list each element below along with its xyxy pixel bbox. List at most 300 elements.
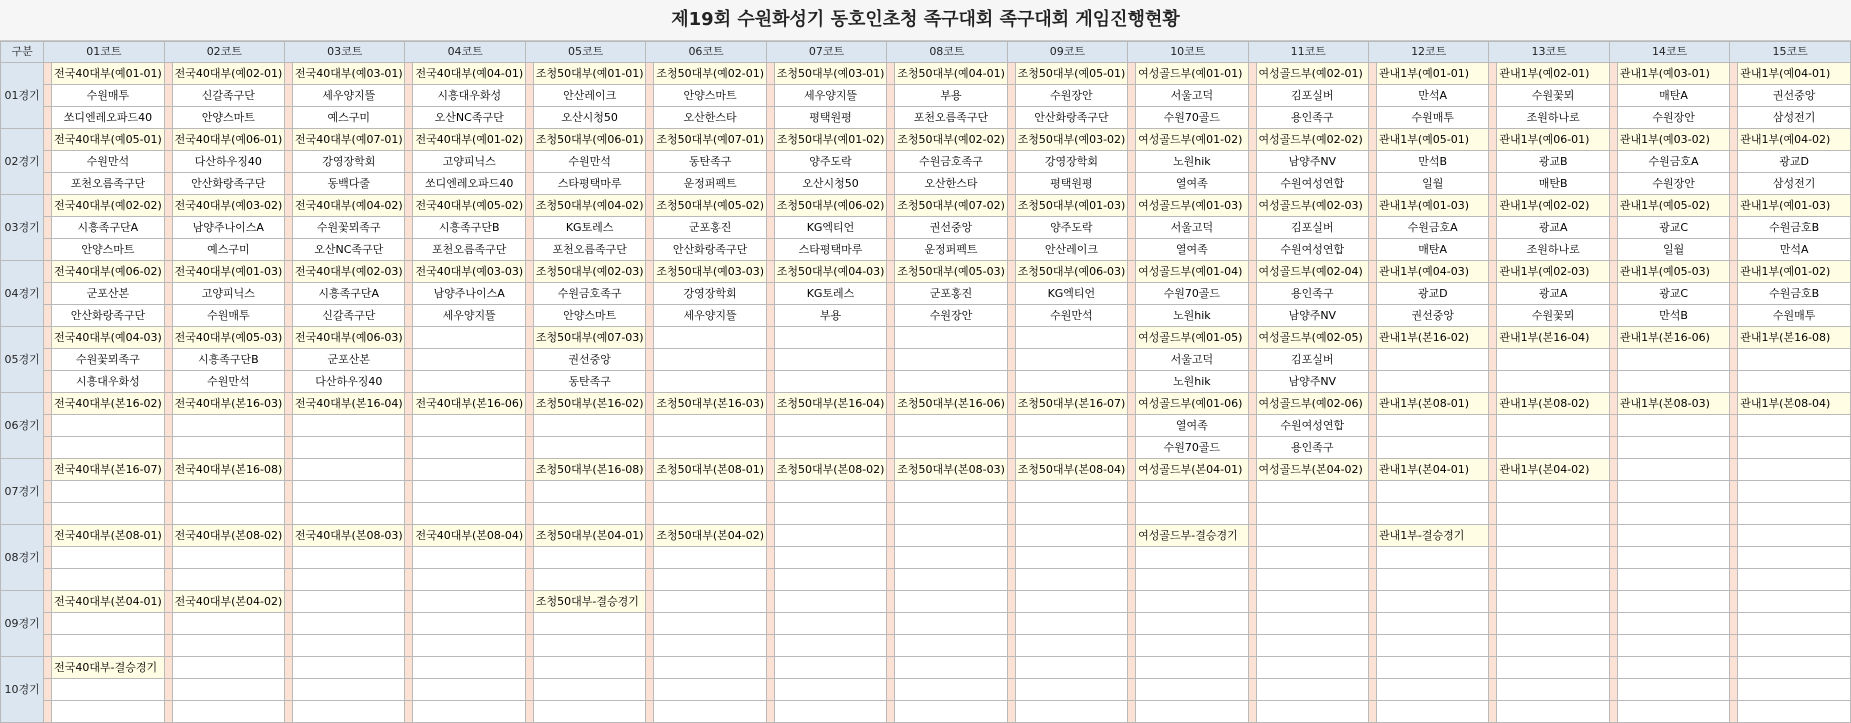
team-name xyxy=(1497,415,1609,437)
court-header: 08코트 xyxy=(887,42,1007,63)
cell-marker xyxy=(766,613,774,635)
cell-marker xyxy=(1489,371,1497,393)
match-label: 조청50대부(본08-04) xyxy=(1015,459,1127,481)
cell-marker xyxy=(525,305,533,327)
team-name xyxy=(413,371,525,393)
match-label: 조청50대부(예04-03) xyxy=(774,261,886,283)
cell-marker xyxy=(164,239,172,261)
team-name xyxy=(1256,569,1368,591)
team-name xyxy=(293,635,405,657)
round-row-team xyxy=(1,481,1851,503)
cell-marker xyxy=(887,459,895,481)
team-name: KG엑티언 xyxy=(1015,283,1127,305)
cell-marker xyxy=(44,657,52,679)
cell-marker xyxy=(766,305,774,327)
match-label xyxy=(654,591,766,613)
match-label: 조청50대부(예07-01) xyxy=(654,129,766,151)
match-label: 조청50대부(예03-02) xyxy=(1015,129,1127,151)
match-label: 관내1부(예05-01) xyxy=(1376,129,1488,151)
team-name xyxy=(1738,415,1851,437)
team-name: 남양주NV xyxy=(1256,151,1368,173)
match-label: 조청50대부(예06-01) xyxy=(533,129,645,151)
court-header: 06코트 xyxy=(646,42,766,63)
match-label xyxy=(1256,591,1368,613)
match-label xyxy=(1617,525,1729,547)
cell-marker xyxy=(1489,195,1497,217)
cell-marker xyxy=(1489,85,1497,107)
team-name xyxy=(533,437,645,459)
cell-marker xyxy=(887,63,895,85)
cell-marker xyxy=(1730,239,1738,261)
cell-marker xyxy=(405,327,413,349)
team-name xyxy=(533,613,645,635)
team-name xyxy=(533,503,645,525)
cell-marker xyxy=(525,107,533,129)
match-label xyxy=(774,591,886,613)
team-name: 수원꽃뫼 xyxy=(1497,305,1609,327)
team-name: 김포실버 xyxy=(1256,217,1368,239)
cell-marker xyxy=(1128,613,1136,635)
team-name xyxy=(293,415,405,437)
cell-marker xyxy=(164,657,172,679)
cell-marker xyxy=(164,151,172,173)
cell-marker xyxy=(887,415,895,437)
court-header-row xyxy=(1,42,1851,63)
cell-marker xyxy=(1007,679,1015,701)
team-name: 안산화랑족구단 xyxy=(52,305,164,327)
cell-marker xyxy=(646,393,654,415)
cell-marker xyxy=(405,459,413,481)
cell-marker xyxy=(1730,283,1738,305)
cell-marker xyxy=(1609,415,1617,437)
cell-marker xyxy=(1128,591,1136,613)
team-name xyxy=(413,547,525,569)
cell-marker xyxy=(1730,63,1738,85)
cell-marker xyxy=(525,327,533,349)
cell-marker xyxy=(766,85,774,107)
rounds-body xyxy=(1,63,1851,723)
cell-marker xyxy=(1248,349,1256,371)
cell-marker xyxy=(405,437,413,459)
cell-marker xyxy=(887,613,895,635)
team-name: 남양주나이스A xyxy=(413,283,525,305)
cell-marker xyxy=(525,613,533,635)
cell-marker xyxy=(1248,459,1256,481)
match-label: 전국40대부(예04-03) xyxy=(52,327,164,349)
team-name xyxy=(172,569,284,591)
team-name xyxy=(1497,547,1609,569)
match-label xyxy=(1015,327,1127,349)
cell-marker xyxy=(285,371,293,393)
match-label: 조청50대부(본08-01) xyxy=(654,459,766,481)
cell-marker xyxy=(1007,371,1015,393)
team-name xyxy=(533,701,645,723)
team-name: 안산레이크 xyxy=(533,85,645,107)
cell-marker xyxy=(1609,481,1617,503)
match-label xyxy=(1015,657,1127,679)
cell-marker xyxy=(44,503,52,525)
round-label: 06경기 xyxy=(1,393,44,459)
cell-marker xyxy=(1248,261,1256,283)
cell-marker xyxy=(1368,525,1376,547)
team-name xyxy=(293,569,405,591)
team-name: 운정퍼펙트 xyxy=(654,173,766,195)
cell-marker xyxy=(285,481,293,503)
cell-marker xyxy=(405,107,413,129)
match-label: 전국40대부(본16-07) xyxy=(52,459,164,481)
match-label: 관내1부(예04-01) xyxy=(1738,63,1851,85)
match-label: 여성골드부(본04-02) xyxy=(1256,459,1368,481)
team-name: 조원하나로 xyxy=(1497,107,1609,129)
match-label: 전국40대부(예03-03) xyxy=(413,261,525,283)
team-name xyxy=(1497,635,1609,657)
cell-marker xyxy=(1007,701,1015,723)
cell-marker xyxy=(1007,657,1015,679)
cell-marker xyxy=(285,613,293,635)
cell-marker xyxy=(1489,283,1497,305)
team-name: 안산화랑족구단 xyxy=(654,239,766,261)
match-label: 관내1부(본04-02) xyxy=(1497,459,1609,481)
cell-marker xyxy=(1248,305,1256,327)
cell-marker xyxy=(887,327,895,349)
team-name: 수원매투 xyxy=(1376,107,1488,129)
team-name: 김포실버 xyxy=(1256,349,1368,371)
team-name: 군포산본 xyxy=(52,283,164,305)
match-label: 여성골드부(예02-05) xyxy=(1256,327,1368,349)
cell-marker xyxy=(1730,635,1738,657)
team-name xyxy=(1497,503,1609,525)
team-name: 노원hik xyxy=(1136,371,1248,393)
cell-marker xyxy=(1368,85,1376,107)
team-name xyxy=(1015,503,1127,525)
match-label xyxy=(1617,591,1729,613)
cell-marker xyxy=(1007,415,1015,437)
cell-marker xyxy=(887,569,895,591)
team-name: 예스구미 xyxy=(172,239,284,261)
cell-marker xyxy=(766,151,774,173)
cell-marker xyxy=(1489,217,1497,239)
cell-marker xyxy=(1248,701,1256,723)
cell-marker xyxy=(646,569,654,591)
match-label: 전국40대부(예06-02) xyxy=(52,261,164,283)
cell-marker xyxy=(887,481,895,503)
cell-marker xyxy=(1609,635,1617,657)
cell-marker xyxy=(766,239,774,261)
team-name xyxy=(172,701,284,723)
cell-marker xyxy=(1489,173,1497,195)
cell-marker xyxy=(1730,327,1738,349)
team-name: 스타평택마루 xyxy=(533,173,645,195)
team-name: 서울고덕 xyxy=(1136,85,1248,107)
team-name xyxy=(895,349,1007,371)
team-name xyxy=(1376,415,1488,437)
team-name xyxy=(1136,613,1248,635)
cell-marker xyxy=(1248,371,1256,393)
cell-marker xyxy=(646,613,654,635)
cell-marker xyxy=(44,217,52,239)
cell-marker xyxy=(1128,217,1136,239)
cell-marker xyxy=(1128,481,1136,503)
round-row-header xyxy=(1,459,1851,481)
match-label: 여성골드부(예01-06) xyxy=(1136,393,1248,415)
team-name xyxy=(1376,701,1488,723)
cell-marker xyxy=(1128,129,1136,151)
cell-marker xyxy=(1368,481,1376,503)
cell-marker xyxy=(1368,393,1376,415)
team-name: 용인족구 xyxy=(1256,107,1368,129)
cell-marker xyxy=(1007,481,1015,503)
match-label: 여성골드부(예02-06) xyxy=(1256,393,1368,415)
match-label xyxy=(895,525,1007,547)
court-header: 07코트 xyxy=(766,42,886,63)
team-name: 매탄A xyxy=(1617,85,1729,107)
cell-marker xyxy=(1609,569,1617,591)
cell-marker xyxy=(1730,305,1738,327)
match-label: 관내1부(예04-02) xyxy=(1738,129,1851,151)
match-label: 전국40대부(예05-02) xyxy=(413,195,525,217)
cell-marker xyxy=(405,525,413,547)
cell-marker xyxy=(1128,327,1136,349)
match-label: 여성골드부(예01-02) xyxy=(1136,129,1248,151)
match-label xyxy=(895,657,1007,679)
round-row-team xyxy=(1,151,1851,173)
team-name: 매탄B xyxy=(1497,173,1609,195)
match-label xyxy=(413,459,525,481)
team-name xyxy=(654,481,766,503)
team-name: 수원장안 xyxy=(1617,173,1729,195)
cell-marker xyxy=(164,503,172,525)
match-label: 전국40대부(예01-01) xyxy=(52,63,164,85)
match-label: 조청50대부(예07-03) xyxy=(533,327,645,349)
team-name: 권선중앙 xyxy=(1376,305,1488,327)
cell-marker xyxy=(44,261,52,283)
cell-marker xyxy=(1007,283,1015,305)
cell-marker xyxy=(1730,547,1738,569)
court-header: 11코트 xyxy=(1248,42,1368,63)
round-label: 07경기 xyxy=(1,459,44,525)
match-label: 여성골드부(본04-01) xyxy=(1136,459,1248,481)
match-label: 전국40대부(예02-02) xyxy=(52,195,164,217)
team-name xyxy=(533,415,645,437)
team-name: 오산한스타 xyxy=(654,107,766,129)
match-label: 전국40대부(예02-03) xyxy=(293,261,405,283)
round-row-header xyxy=(1,195,1851,217)
cell-marker xyxy=(1730,459,1738,481)
team-name xyxy=(1738,613,1851,635)
cell-marker xyxy=(285,679,293,701)
round-row-team xyxy=(1,415,1851,437)
cell-marker xyxy=(1609,85,1617,107)
cell-marker xyxy=(405,195,413,217)
team-name: 동탄족구 xyxy=(654,151,766,173)
match-label xyxy=(1497,657,1609,679)
match-label: 관내1부(본08-03) xyxy=(1617,393,1729,415)
match-label: 조청50대부(예02-02) xyxy=(895,129,1007,151)
cell-marker xyxy=(766,415,774,437)
team-name: 세우양지뜰 xyxy=(654,305,766,327)
cell-marker xyxy=(1730,569,1738,591)
team-name xyxy=(1617,437,1729,459)
cell-marker xyxy=(44,151,52,173)
team-name xyxy=(774,349,886,371)
cell-marker xyxy=(1248,327,1256,349)
team-name xyxy=(413,701,525,723)
team-name: 서울고덕 xyxy=(1136,217,1248,239)
team-name xyxy=(774,679,886,701)
round-row-team xyxy=(1,85,1851,107)
team-name xyxy=(1015,437,1127,459)
cell-marker xyxy=(1007,437,1015,459)
team-name xyxy=(1015,569,1127,591)
cell-marker xyxy=(1007,613,1015,635)
team-name: 남양주나이스A xyxy=(172,217,284,239)
team-name: 일월 xyxy=(1617,239,1729,261)
cell-marker xyxy=(405,151,413,173)
match-label: 전국40대부(예06-03) xyxy=(293,327,405,349)
team-name: 노원hik xyxy=(1136,305,1248,327)
team-name: 안양스마트 xyxy=(654,85,766,107)
match-label xyxy=(413,327,525,349)
cell-marker xyxy=(44,63,52,85)
cell-marker xyxy=(1609,239,1617,261)
match-label xyxy=(1256,525,1368,547)
round-label: 10경기 xyxy=(1,657,44,723)
cell-marker xyxy=(164,459,172,481)
team-name xyxy=(895,481,1007,503)
cell-marker xyxy=(285,239,293,261)
cell-marker xyxy=(1007,173,1015,195)
team-name: 남양주NV xyxy=(1256,371,1368,393)
cell-marker xyxy=(646,85,654,107)
team-name: 신갈족구단 xyxy=(172,85,284,107)
team-name: 수원여성연합 xyxy=(1256,173,1368,195)
cell-marker xyxy=(1730,393,1738,415)
cell-marker xyxy=(1489,261,1497,283)
match-label xyxy=(1617,459,1729,481)
team-name: 광교D xyxy=(1376,283,1488,305)
team-name xyxy=(413,635,525,657)
match-label: 관내1부(본08-04) xyxy=(1738,393,1851,415)
match-label: 관내1부(예02-02) xyxy=(1497,195,1609,217)
team-name xyxy=(1738,679,1851,701)
match-label: 전국40대부(예01-02) xyxy=(413,129,525,151)
cell-marker xyxy=(405,569,413,591)
team-name xyxy=(172,679,284,701)
team-name xyxy=(1015,613,1127,635)
cell-marker xyxy=(1609,701,1617,723)
cell-marker xyxy=(405,547,413,569)
team-name: 일월 xyxy=(1376,173,1488,195)
cell-marker xyxy=(1248,481,1256,503)
cell-marker xyxy=(887,217,895,239)
cell-marker xyxy=(44,85,52,107)
team-name xyxy=(895,503,1007,525)
cell-marker xyxy=(164,195,172,217)
cell-marker xyxy=(1368,349,1376,371)
team-name: 광교A xyxy=(1497,283,1609,305)
cell-marker xyxy=(887,195,895,217)
team-name xyxy=(1015,371,1127,393)
cell-marker xyxy=(164,635,172,657)
cell-marker xyxy=(646,547,654,569)
cell-marker xyxy=(1609,525,1617,547)
match-label xyxy=(1738,657,1851,679)
cell-marker xyxy=(1248,151,1256,173)
team-name xyxy=(1738,569,1851,591)
cell-marker xyxy=(1128,349,1136,371)
cell-marker xyxy=(646,415,654,437)
cell-marker xyxy=(646,679,654,701)
cell-marker xyxy=(1248,63,1256,85)
cell-marker xyxy=(646,327,654,349)
match-label: 여성골드부(예02-03) xyxy=(1256,195,1368,217)
cell-marker xyxy=(44,569,52,591)
cell-marker xyxy=(766,393,774,415)
match-label: 관내1부(본08-02) xyxy=(1497,393,1609,415)
team-name xyxy=(774,371,886,393)
court-header: 04코트 xyxy=(405,42,525,63)
cell-marker xyxy=(1128,305,1136,327)
team-name xyxy=(895,547,1007,569)
team-name xyxy=(1376,503,1488,525)
cell-marker xyxy=(766,107,774,129)
team-name: 광교D xyxy=(1738,151,1851,173)
team-name: 광교C xyxy=(1617,217,1729,239)
cell-marker xyxy=(1368,173,1376,195)
team-name xyxy=(52,415,164,437)
team-name: 수원금호A xyxy=(1617,151,1729,173)
match-label: 관내1부(예03-02) xyxy=(1617,129,1729,151)
team-name xyxy=(533,569,645,591)
cell-marker xyxy=(1489,547,1497,569)
cell-marker xyxy=(1368,569,1376,591)
cell-marker xyxy=(1248,239,1256,261)
cell-marker xyxy=(405,261,413,283)
team-name xyxy=(293,613,405,635)
team-name: 군포홍진 xyxy=(654,217,766,239)
cell-marker xyxy=(766,261,774,283)
cell-marker xyxy=(1730,591,1738,613)
match-label: 전국40대부(본04-01) xyxy=(52,591,164,613)
cell-marker xyxy=(1489,437,1497,459)
team-name: 쏘디엔레오파드40 xyxy=(413,173,525,195)
team-name xyxy=(1376,569,1488,591)
team-name xyxy=(654,371,766,393)
team-name: 쏘디엔레오파드40 xyxy=(52,107,164,129)
match-label: 관내1부(예02-03) xyxy=(1497,261,1609,283)
cell-marker xyxy=(285,305,293,327)
team-name: 수원장안 xyxy=(895,305,1007,327)
cell-marker xyxy=(1248,613,1256,635)
court-header: 12코트 xyxy=(1368,42,1488,63)
cell-marker xyxy=(44,129,52,151)
team-name xyxy=(172,503,284,525)
team-name xyxy=(654,437,766,459)
cell-marker xyxy=(1007,393,1015,415)
team-name xyxy=(1738,481,1851,503)
match-label: 전국40대부(본08-01) xyxy=(52,525,164,547)
team-name xyxy=(1376,371,1488,393)
cell-marker xyxy=(1248,503,1256,525)
team-name: 권선중앙 xyxy=(533,349,645,371)
cell-marker xyxy=(1489,393,1497,415)
cell-marker xyxy=(1730,217,1738,239)
cell-marker xyxy=(44,195,52,217)
cell-marker xyxy=(525,195,533,217)
cell-marker xyxy=(1609,327,1617,349)
cell-marker xyxy=(1128,63,1136,85)
match-label: 여성골드부(예01-05) xyxy=(1136,327,1248,349)
